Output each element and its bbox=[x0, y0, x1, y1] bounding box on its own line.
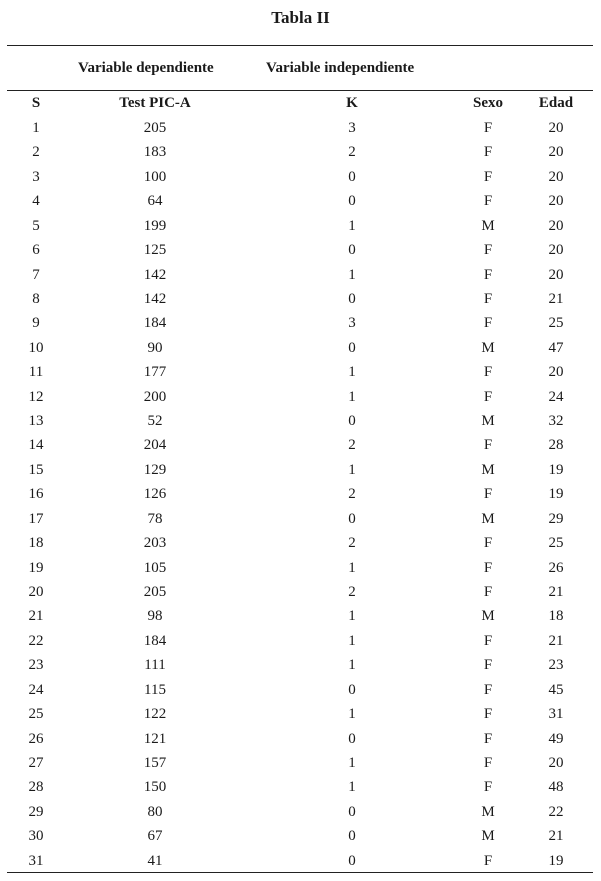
cell-test: 183 bbox=[143, 144, 167, 160]
cell-k: 1 bbox=[348, 389, 356, 405]
cell-test: 129 bbox=[143, 462, 167, 478]
cell-test: 78 bbox=[147, 511, 163, 527]
cell-test: 184 bbox=[143, 315, 167, 331]
cell-sexo: M bbox=[481, 413, 495, 429]
cell-edad: 25 bbox=[548, 315, 564, 331]
cell-sexo: F bbox=[483, 779, 493, 795]
cell-edad: 20 bbox=[548, 364, 564, 380]
cell-edad: 21 bbox=[548, 633, 564, 649]
cell-test: 52 bbox=[147, 413, 163, 429]
column-header-k: K bbox=[346, 95, 358, 111]
top-rule bbox=[7, 45, 593, 46]
cell-k: 1 bbox=[348, 755, 356, 771]
cell-edad: 20 bbox=[548, 169, 564, 185]
bottom-rule bbox=[7, 872, 593, 873]
cell-test: 111 bbox=[144, 657, 166, 673]
cell-test: 142 bbox=[143, 291, 167, 307]
cell-sexo: F bbox=[483, 242, 493, 258]
cell-s: 4 bbox=[32, 193, 40, 209]
cell-sexo: M bbox=[481, 828, 495, 844]
cell-s: 12 bbox=[28, 389, 44, 405]
cell-edad: 25 bbox=[548, 535, 564, 551]
cell-k: 0 bbox=[348, 413, 356, 429]
group-header-independent: Variable independiente bbox=[266, 60, 415, 76]
cell-test: 90 bbox=[147, 340, 163, 356]
cell-edad: 21 bbox=[548, 828, 564, 844]
cell-k: 0 bbox=[348, 828, 356, 844]
cell-k: 3 bbox=[348, 315, 356, 331]
cell-s: 13 bbox=[28, 413, 44, 429]
cell-test: 199 bbox=[143, 218, 167, 234]
cell-sexo: F bbox=[483, 486, 493, 502]
cell-sexo: M bbox=[481, 340, 495, 356]
cell-s: 23 bbox=[28, 657, 44, 673]
cell-k: 1 bbox=[348, 267, 356, 283]
cell-sexo: F bbox=[483, 560, 493, 576]
cell-test: 125 bbox=[143, 242, 167, 258]
cell-test: 80 bbox=[147, 804, 163, 820]
column-header-edad: Edad bbox=[538, 95, 574, 111]
cell-edad: 21 bbox=[548, 291, 564, 307]
column-header-test: Test PIC-A bbox=[119, 95, 191, 111]
cell-sexo: F bbox=[483, 120, 493, 136]
cell-sexo: F bbox=[483, 169, 493, 185]
cell-s: 26 bbox=[28, 731, 44, 747]
cell-k: 1 bbox=[348, 364, 356, 380]
cell-test: 98 bbox=[147, 608, 163, 624]
cell-s: 18 bbox=[28, 535, 44, 551]
cell-k: 0 bbox=[348, 242, 356, 258]
cell-s: 1 bbox=[32, 120, 40, 136]
cell-test: 200 bbox=[143, 389, 167, 405]
cell-test: 121 bbox=[143, 731, 167, 747]
cell-test: 100 bbox=[143, 169, 167, 185]
cell-k: 1 bbox=[348, 218, 356, 234]
cell-test: 177 bbox=[143, 364, 167, 380]
cell-s: 11 bbox=[28, 364, 44, 380]
cell-k: 1 bbox=[348, 462, 356, 478]
cell-k: 0 bbox=[348, 340, 356, 356]
cell-edad: 32 bbox=[548, 413, 564, 429]
cell-s: 24 bbox=[28, 682, 44, 698]
table-caption: Tabla II bbox=[271, 8, 330, 27]
cell-edad: 19 bbox=[548, 853, 564, 869]
cell-sexo: F bbox=[483, 193, 493, 209]
cell-edad: 47 bbox=[548, 340, 564, 356]
cell-sexo: F bbox=[483, 364, 493, 380]
cell-test: 184 bbox=[143, 633, 167, 649]
cell-test: 67 bbox=[147, 828, 163, 844]
cell-k: 0 bbox=[348, 511, 356, 527]
group-header-dependent: Variable dependiente bbox=[78, 60, 214, 76]
cell-s: 22 bbox=[28, 633, 44, 649]
cell-sexo: F bbox=[483, 584, 493, 600]
cell-k: 0 bbox=[348, 804, 356, 820]
cell-k: 2 bbox=[348, 486, 356, 502]
cell-s: 5 bbox=[32, 218, 40, 234]
cell-k: 0 bbox=[348, 853, 356, 869]
cell-edad: 45 bbox=[548, 682, 564, 698]
cell-edad: 21 bbox=[548, 584, 564, 600]
cell-k: 0 bbox=[348, 682, 356, 698]
cell-s: 7 bbox=[32, 267, 40, 283]
cell-sexo: F bbox=[483, 731, 493, 747]
cell-edad: 18 bbox=[548, 608, 564, 624]
cell-k: 1 bbox=[348, 657, 356, 673]
cell-test: 41 bbox=[147, 853, 163, 869]
cell-sexo: M bbox=[481, 511, 495, 527]
cell-test: 205 bbox=[143, 584, 167, 600]
cell-k: 1 bbox=[348, 779, 356, 795]
cell-s: 28 bbox=[28, 779, 44, 795]
cell-test: 126 bbox=[143, 486, 167, 502]
cell-test: 122 bbox=[143, 706, 167, 722]
cell-edad: 29 bbox=[548, 511, 564, 527]
cell-edad: 19 bbox=[548, 462, 564, 478]
cell-sexo: M bbox=[481, 804, 495, 820]
cell-k: 1 bbox=[348, 706, 356, 722]
cell-k: 2 bbox=[348, 584, 356, 600]
cell-k: 2 bbox=[348, 437, 356, 453]
cell-k: 2 bbox=[348, 535, 356, 551]
column-header-s: S bbox=[31, 95, 41, 111]
cell-test: 150 bbox=[143, 779, 167, 795]
cell-sexo: F bbox=[483, 633, 493, 649]
cell-s: 25 bbox=[28, 706, 44, 722]
cell-test: 203 bbox=[143, 535, 167, 551]
cell-s: 31 bbox=[28, 853, 44, 869]
cell-test: 115 bbox=[144, 682, 166, 698]
cell-s: 21 bbox=[28, 608, 44, 624]
cell-edad: 20 bbox=[548, 267, 564, 283]
cell-edad: 20 bbox=[548, 218, 564, 234]
cell-edad: 31 bbox=[548, 706, 564, 722]
cell-s: 2 bbox=[32, 144, 40, 160]
cell-edad: 28 bbox=[548, 437, 564, 453]
cell-sexo: F bbox=[483, 267, 493, 283]
cell-sexo: M bbox=[481, 608, 495, 624]
cell-sexo: M bbox=[481, 462, 495, 478]
cell-edad: 48 bbox=[548, 779, 564, 795]
cell-edad: 24 bbox=[548, 389, 564, 405]
cell-sexo: F bbox=[483, 853, 493, 869]
cell-sexo: F bbox=[483, 657, 493, 673]
cell-edad: 19 bbox=[548, 486, 564, 502]
cell-s: 30 bbox=[28, 828, 44, 844]
cell-sexo: M bbox=[481, 218, 495, 234]
cell-sexo: F bbox=[483, 682, 493, 698]
cell-test: 157 bbox=[143, 755, 167, 771]
cell-sexo: F bbox=[483, 144, 493, 160]
cell-s: 17 bbox=[28, 511, 44, 527]
cell-test: 204 bbox=[143, 437, 167, 453]
cell-edad: 20 bbox=[548, 120, 564, 136]
cell-sexo: F bbox=[483, 755, 493, 771]
cell-k: 0 bbox=[348, 193, 356, 209]
cell-sexo: F bbox=[483, 315, 493, 331]
cell-s: 19 bbox=[28, 560, 44, 576]
cell-sexo: F bbox=[483, 535, 493, 551]
cell-sexo: F bbox=[483, 706, 493, 722]
cell-edad: 22 bbox=[548, 804, 564, 820]
cell-edad: 20 bbox=[548, 242, 564, 258]
cell-k: 1 bbox=[348, 608, 356, 624]
cell-test: 205 bbox=[143, 120, 167, 136]
cell-k: 1 bbox=[348, 633, 356, 649]
column-header-sexo: Sexo bbox=[473, 95, 503, 111]
cell-sexo: F bbox=[483, 389, 493, 405]
cell-edad: 20 bbox=[548, 193, 564, 209]
cell-k: 3 bbox=[348, 120, 356, 136]
cell-s: 27 bbox=[28, 755, 44, 771]
cell-s: 6 bbox=[32, 242, 40, 258]
cell-s: 15 bbox=[28, 462, 44, 478]
header-rule bbox=[7, 90, 593, 91]
cell-s: 16 bbox=[28, 486, 44, 502]
cell-test: 105 bbox=[143, 560, 167, 576]
cell-s: 14 bbox=[28, 437, 44, 453]
cell-sexo: F bbox=[483, 437, 493, 453]
cell-k: 0 bbox=[348, 291, 356, 307]
cell-edad: 20 bbox=[548, 144, 564, 160]
cell-s: 9 bbox=[32, 315, 40, 331]
cell-k: 0 bbox=[348, 169, 356, 185]
cell-k: 1 bbox=[348, 560, 356, 576]
cell-sexo: F bbox=[483, 291, 493, 307]
cell-test: 142 bbox=[143, 267, 167, 283]
cell-edad: 23 bbox=[548, 657, 564, 673]
cell-s: 20 bbox=[28, 584, 44, 600]
cell-k: 2 bbox=[348, 144, 356, 160]
cell-test: 64 bbox=[147, 193, 163, 209]
cell-edad: 49 bbox=[548, 731, 564, 747]
cell-k: 0 bbox=[348, 731, 356, 747]
cell-s: 3 bbox=[32, 169, 40, 185]
cell-edad: 26 bbox=[548, 560, 564, 576]
cell-edad: 20 bbox=[548, 755, 564, 771]
cell-s: 10 bbox=[28, 340, 44, 356]
cell-s: 29 bbox=[28, 804, 44, 820]
cell-s: 8 bbox=[32, 291, 40, 307]
